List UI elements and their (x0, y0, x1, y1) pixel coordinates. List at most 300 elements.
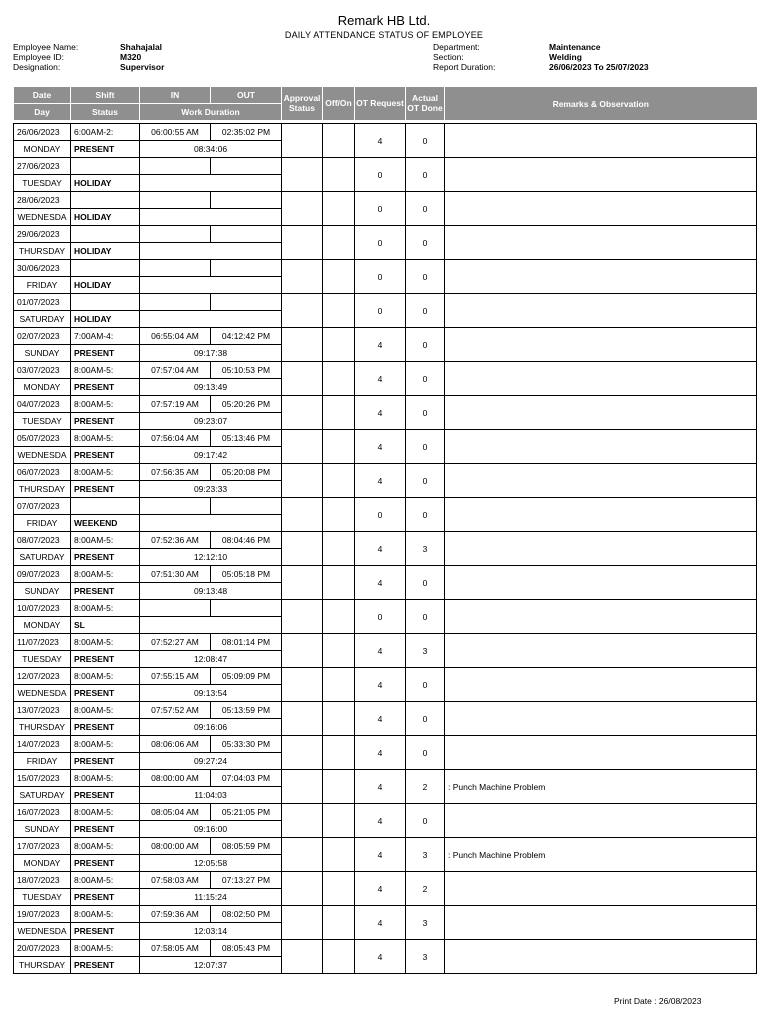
work-duration-cell: 09:23:07 (140, 413, 282, 430)
off-on-cell (323, 668, 355, 702)
actual-ot-cell: 3 (406, 906, 445, 940)
ot-request-cell: 4 (355, 634, 406, 668)
status-cell: SL (71, 617, 140, 634)
actual-ot-cell: 0 (406, 464, 445, 498)
off-on-cell (323, 158, 355, 192)
remarks-cell (445, 498, 757, 532)
work-duration-cell (140, 617, 282, 634)
actual-ot-cell: 3 (406, 838, 445, 872)
status-cell: PRESENT (71, 821, 140, 838)
approval-status-cell (282, 634, 323, 668)
col-out: OUT (211, 87, 282, 104)
shift-cell: 8:00AM-5: (71, 940, 140, 957)
day-cell: THURSDAY (14, 481, 71, 498)
work-duration-cell: 08:34:06 (140, 141, 282, 158)
remarks-cell (445, 872, 757, 906)
in-time-cell: 07:52:27 AM (140, 634, 211, 651)
off-on-cell (323, 464, 355, 498)
off-on-cell (323, 804, 355, 838)
ot-request-cell: 4 (355, 124, 406, 158)
approval-status-cell (282, 328, 323, 362)
work-duration-cell: 12:05:58 (140, 855, 282, 872)
in-time-cell: 07:55:15 AM (140, 668, 211, 685)
work-duration-cell: 09:17:38 (140, 345, 282, 362)
out-time-cell (211, 260, 282, 277)
work-duration-cell: 11:04:03 (140, 787, 282, 804)
date-cell: 26/06/2023 (14, 124, 71, 141)
status-cell: PRESENT (71, 855, 140, 872)
status-cell: PRESENT (71, 889, 140, 906)
actual-ot-cell: 0 (406, 396, 445, 430)
approval-status-cell (282, 872, 323, 906)
status-cell: PRESENT (71, 345, 140, 362)
day-cell: MONDAY (14, 855, 71, 872)
in-time-cell: 07:57:52 AM (140, 702, 211, 719)
table-row (14, 362, 757, 379)
remarks-cell (445, 566, 757, 600)
day-cell: THURSDAY (14, 957, 71, 974)
off-on-cell (323, 226, 355, 260)
shift-cell (71, 294, 140, 311)
table-row (14, 634, 757, 651)
in-time-cell: 07:56:35 AM (140, 464, 211, 481)
actual-ot-cell: 0 (406, 260, 445, 294)
off-on-cell (323, 770, 355, 804)
in-time-cell (140, 158, 211, 175)
ot-request-cell: 4 (355, 838, 406, 872)
work-duration-cell: 09:13:49 (140, 379, 282, 396)
remarks-cell (445, 736, 757, 770)
work-duration-cell: 09:17:42 (140, 447, 282, 464)
table-row (14, 872, 757, 889)
shift-cell: 8:00AM-5: (71, 396, 140, 413)
table-row (14, 770, 757, 787)
ot-request-cell: 0 (355, 226, 406, 260)
ot-request-cell: 4 (355, 396, 406, 430)
off-on-cell (323, 940, 355, 974)
shift-cell (71, 498, 140, 515)
remarks-cell (445, 158, 757, 192)
table-row (14, 192, 757, 209)
off-on-cell (323, 362, 355, 396)
approval-status-cell (282, 532, 323, 566)
approval-status-cell (282, 940, 323, 974)
print-date: 26/08/2023 (658, 996, 702, 1006)
shift-cell: 6:00AM-2: (71, 124, 140, 141)
shift-cell: 8:00AM-5: (71, 770, 140, 787)
attendance-body (14, 121, 757, 974)
shift-cell: 8:00AM-5: (71, 838, 140, 855)
in-time-cell (140, 600, 211, 617)
shift-cell: 8:00AM-5: (71, 362, 140, 379)
out-time-cell: 05:33:30 PM (211, 736, 282, 753)
table-row (14, 838, 757, 855)
status-cell: PRESENT (71, 447, 140, 464)
ot-request-cell: 0 (355, 260, 406, 294)
date-cell: 30/06/2023 (14, 260, 71, 277)
table-row (14, 430, 757, 447)
status-cell: HOLIDAY (71, 175, 140, 192)
in-time-cell (140, 192, 211, 209)
department: Maintenance (549, 42, 601, 52)
remarks-cell (445, 294, 757, 328)
col-in: IN (140, 87, 211, 104)
actual-ot-cell: 0 (406, 600, 445, 634)
in-time-cell: 07:59:36 AM (140, 906, 211, 923)
day-cell: SATURDAY (14, 549, 71, 566)
col-approval-status: Approval Status (282, 87, 323, 121)
off-on-cell (323, 294, 355, 328)
status-cell: PRESENT (71, 481, 140, 498)
actual-ot-cell: 2 (406, 872, 445, 906)
date-cell: 15/07/2023 (14, 770, 71, 787)
off-on-cell (323, 328, 355, 362)
shift-cell (71, 158, 140, 175)
status-cell: HOLIDAY (71, 209, 140, 226)
actual-ot-cell: 2 (406, 770, 445, 804)
out-time-cell: 08:02:50 PM (211, 906, 282, 923)
date-cell: 09/07/2023 (14, 566, 71, 583)
col-shift: Shift (71, 87, 140, 104)
header-row-1 (14, 87, 757, 104)
remarks-cell (445, 226, 757, 260)
out-time-cell: 02:35:02 PM (211, 124, 282, 141)
day-cell: FRIDAY (14, 515, 71, 532)
in-time-cell: 07:56:04 AM (140, 430, 211, 447)
remarks-cell (445, 940, 757, 974)
in-time-cell: 07:58:05 AM (140, 940, 211, 957)
approval-status-cell (282, 226, 323, 260)
actual-ot-cell: 0 (406, 192, 445, 226)
date-cell: 05/07/2023 (14, 430, 71, 447)
table-row (14, 566, 757, 583)
day-cell: SATURDAY (14, 787, 71, 804)
actual-ot-cell: 3 (406, 940, 445, 974)
date-cell: 16/07/2023 (14, 804, 71, 821)
work-duration-cell: 12:12:10 (140, 549, 282, 566)
work-duration-cell (140, 243, 282, 260)
actual-ot-cell: 0 (406, 668, 445, 702)
ot-request-cell: 0 (355, 192, 406, 226)
print-date-line (614, 996, 701, 1006)
in-time-cell: 06:55:04 AM (140, 328, 211, 345)
approval-status-cell (282, 498, 323, 532)
ot-request-cell: 4 (355, 430, 406, 464)
in-time-cell: 06:00:55 AM (140, 124, 211, 141)
date-cell: 08/07/2023 (14, 532, 71, 549)
remarks-cell (445, 192, 757, 226)
section-label: Section: (433, 52, 464, 63)
shift-cell (71, 260, 140, 277)
date-cell: 07/07/2023 (14, 498, 71, 515)
actual-ot-cell: 0 (406, 804, 445, 838)
department-label: Department: (433, 42, 480, 52)
in-time-cell (140, 294, 211, 311)
col-date: Date (14, 87, 71, 104)
day-cell: MONDAY (14, 141, 71, 158)
shift-cell: 8:00AM-5: (71, 736, 140, 753)
off-on-cell (323, 702, 355, 736)
off-on-cell (323, 532, 355, 566)
ot-request-cell: 4 (355, 736, 406, 770)
day-cell: SUNDAY (14, 583, 71, 600)
ot-request-cell: 4 (355, 362, 406, 396)
ot-request-cell: 0 (355, 498, 406, 532)
date-cell: 12/07/2023 (14, 668, 71, 685)
status-cell: PRESENT (71, 923, 140, 940)
table-row (14, 906, 757, 923)
out-time-cell: 07:04:03 PM (211, 770, 282, 787)
status-cell: WEEKEND (71, 515, 140, 532)
work-duration-cell: 09:27:24 (140, 753, 282, 770)
ot-request-cell: 4 (355, 940, 406, 974)
employee-name: Shahajalal (120, 42, 163, 52)
shift-cell: 8:00AM-5: (71, 430, 140, 447)
off-on-cell (323, 498, 355, 532)
table-row (14, 804, 757, 821)
off-on-cell (323, 566, 355, 600)
day-cell: THURSDAY (14, 243, 71, 260)
status-cell: HOLIDAY (71, 277, 140, 294)
ot-request-cell: 0 (355, 158, 406, 192)
employee-id: M320 (120, 52, 142, 63)
in-time-cell: 08:00:00 AM (140, 770, 211, 787)
actual-ot-cell: 0 (406, 124, 445, 158)
off-on-cell (323, 872, 355, 906)
actual-ot-cell: 0 (406, 158, 445, 192)
table-row (14, 294, 757, 311)
date-cell: 14/07/2023 (14, 736, 71, 753)
table-row (14, 532, 757, 549)
work-duration-cell (140, 515, 282, 532)
shift-cell: 8:00AM-5: (71, 532, 140, 549)
day-cell: THURSDAY (14, 719, 71, 736)
actual-ot-cell: 0 (406, 702, 445, 736)
out-time-cell: 05:21:05 PM (211, 804, 282, 821)
in-time-cell: 07:52:36 AM (140, 532, 211, 549)
designation-label: Designation: (13, 62, 61, 73)
out-time-cell: 08:04:46 PM (211, 532, 282, 549)
print-date-label: Print Date : (614, 996, 657, 1006)
day-cell: TUESDAY (14, 413, 71, 430)
status-cell: HOLIDAY (71, 311, 140, 328)
day-cell: FRIDAY (14, 277, 71, 294)
shift-cell: 8:00AM-5: (71, 600, 140, 617)
day-cell: MONDAY (14, 379, 71, 396)
out-time-cell: 05:10:53 PM (211, 362, 282, 379)
date-cell: 19/07/2023 (14, 906, 71, 923)
actual-ot-cell: 0 (406, 362, 445, 396)
employee-id-label: Employee ID: (13, 52, 65, 63)
shift-cell: 8:00AM-5: (71, 566, 140, 583)
ot-request-cell: 4 (355, 702, 406, 736)
remarks-cell (445, 668, 757, 702)
approval-status-cell (282, 906, 323, 940)
actual-ot-cell: 0 (406, 498, 445, 532)
actual-ot-cell: 0 (406, 226, 445, 260)
date-cell: 06/07/2023 (14, 464, 71, 481)
date-cell: 10/07/2023 (14, 600, 71, 617)
ot-request-cell: 4 (355, 906, 406, 940)
day-cell: MONDAY (14, 617, 71, 634)
status-cell: PRESENT (71, 957, 140, 974)
off-on-cell (323, 430, 355, 464)
out-time-cell: 08:01:14 PM (211, 634, 282, 651)
ot-request-cell: 4 (355, 770, 406, 804)
shift-cell: 8:00AM-5: (71, 668, 140, 685)
date-cell: 29/06/2023 (14, 226, 71, 243)
out-time-cell (211, 498, 282, 515)
report-duration: 26/06/2023 To 25/07/2023 (549, 62, 649, 73)
table-row (14, 396, 757, 413)
out-time-cell: 05:09:09 PM (211, 668, 282, 685)
remarks-cell (445, 804, 757, 838)
table-row (14, 328, 757, 345)
off-on-cell (323, 838, 355, 872)
ot-request-cell: 4 (355, 668, 406, 702)
date-cell: 11/07/2023 (14, 634, 71, 651)
date-cell: 02/07/2023 (14, 328, 71, 345)
in-time-cell: 07:51:30 AM (140, 566, 211, 583)
approval-status-cell (282, 804, 323, 838)
day-cell: FRIDAY (14, 753, 71, 770)
work-duration-cell: 12:08:47 (140, 651, 282, 668)
out-time-cell: 08:05:59 PM (211, 838, 282, 855)
table-row (14, 736, 757, 753)
off-on-cell (323, 634, 355, 668)
in-time-cell: 07:57:04 AM (140, 362, 211, 379)
approval-status-cell (282, 124, 323, 158)
table-row (14, 668, 757, 685)
out-time-cell: 05:20:08 PM (211, 464, 282, 481)
date-cell: 28/06/2023 (14, 192, 71, 209)
report-title: DAILY ATTENDANCE STATUS OF EMPLOYEE (284, 30, 484, 40)
work-duration-cell: 09:16:06 (140, 719, 282, 736)
shift-cell (71, 192, 140, 209)
table-row (14, 498, 757, 515)
off-on-cell (323, 396, 355, 430)
company-name: Remark HB Ltd. (337, 13, 431, 28)
day-cell: TUESDAY (14, 175, 71, 192)
ot-request-cell: 4 (355, 532, 406, 566)
shift-cell: 8:00AM-5: (71, 906, 140, 923)
date-cell: 20/07/2023 (14, 940, 71, 957)
approval-status-cell (282, 158, 323, 192)
out-time-cell (211, 192, 282, 209)
shift-cell: 7:00AM-4: (71, 328, 140, 345)
work-duration-cell (140, 209, 282, 226)
work-duration-cell: 09:23:33 (140, 481, 282, 498)
department-info-values (549, 42, 649, 73)
day-cell: SATURDAY (14, 311, 71, 328)
day-cell: WEDNESDA (14, 685, 71, 702)
table-row (14, 226, 757, 243)
status-cell: PRESENT (71, 549, 140, 566)
actual-ot-cell: 0 (406, 566, 445, 600)
day-cell: SUNDAY (14, 345, 71, 362)
status-cell: PRESENT (71, 379, 140, 396)
table-row (14, 600, 757, 617)
remarks-cell (445, 906, 757, 940)
out-time-cell (211, 158, 282, 175)
col-day: Day (14, 104, 71, 121)
out-time-cell: 05:20:26 PM (211, 396, 282, 413)
work-duration-cell: 11:15:24 (140, 889, 282, 906)
approval-status-cell (282, 464, 323, 498)
remarks-cell: : Punch Machine Problem (445, 838, 757, 872)
out-time-cell: 08:05:43 PM (211, 940, 282, 957)
shift-cell: 8:00AM-5: (71, 634, 140, 651)
off-on-cell (323, 124, 355, 158)
section: Welding (549, 52, 582, 63)
table-row (14, 940, 757, 957)
work-duration-cell: 09:13:48 (140, 583, 282, 600)
status-cell: PRESENT (71, 753, 140, 770)
off-on-cell (323, 736, 355, 770)
remarks-cell (445, 396, 757, 430)
status-cell: PRESENT (71, 141, 140, 158)
day-cell: SUNDAY (14, 821, 71, 838)
approval-status-cell (282, 770, 323, 804)
date-cell: 04/07/2023 (14, 396, 71, 413)
remarks-cell: : Punch Machine Problem (445, 770, 757, 804)
approval-status-cell (282, 600, 323, 634)
approval-status-cell (282, 362, 323, 396)
table-row (14, 158, 757, 175)
approval-status-cell (282, 566, 323, 600)
in-time-cell: 07:57:19 AM (140, 396, 211, 413)
col-actual-ot: Actual OT Done (406, 87, 445, 121)
employee-name-label: Employee Name: (13, 42, 79, 52)
employee-info-labels (13, 42, 78, 73)
day-cell: WEDNESDA (14, 209, 71, 226)
out-time-cell: 07:13:27 PM (211, 872, 282, 889)
in-time-cell: 07:58:03 AM (140, 872, 211, 889)
remarks-cell (445, 430, 757, 464)
remarks-cell (445, 260, 757, 294)
ot-request-cell: 4 (355, 328, 406, 362)
col-ot-request: OT Request (355, 87, 406, 121)
work-duration-cell: 12:03:14 (140, 923, 282, 940)
day-cell: WEDNESDA (14, 923, 71, 940)
shift-cell: 8:00AM-5: (71, 702, 140, 719)
col-status: Status (71, 104, 140, 121)
remarks-cell (445, 702, 757, 736)
ot-request-cell: 0 (355, 294, 406, 328)
approval-status-cell (282, 396, 323, 430)
shift-cell: 8:00AM-5: (71, 804, 140, 821)
remarks-cell (445, 634, 757, 668)
off-on-cell (323, 600, 355, 634)
out-time-cell (211, 294, 282, 311)
attendance-table (13, 87, 757, 974)
status-cell: PRESENT (71, 651, 140, 668)
col-remarks: Remarks & Observation (445, 87, 757, 121)
out-time-cell: 05:05:18 PM (211, 566, 282, 583)
remarks-cell (445, 362, 757, 396)
table-row (14, 464, 757, 481)
remarks-cell (445, 532, 757, 566)
work-duration-cell: 12:07:37 (140, 957, 282, 974)
status-cell: PRESENT (71, 413, 140, 430)
remarks-cell (445, 124, 757, 158)
off-on-cell (323, 260, 355, 294)
actual-ot-cell: 3 (406, 532, 445, 566)
in-time-cell (140, 226, 211, 243)
out-time-cell (211, 226, 282, 243)
status-cell: PRESENT (71, 583, 140, 600)
status-cell: PRESENT (71, 719, 140, 736)
